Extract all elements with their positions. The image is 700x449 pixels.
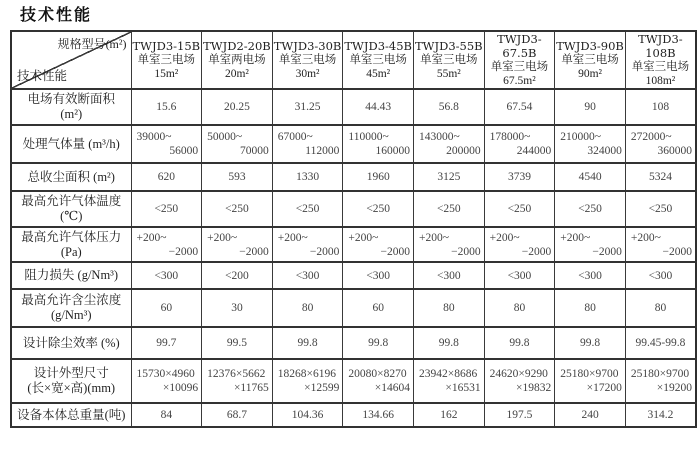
table-cell: 162 [414, 403, 485, 427]
value-line-2: ×12599 [304, 382, 340, 394]
table-cell: 99.8 [272, 327, 343, 359]
row-label [11, 125, 131, 163]
model-number: TWJD2-20B [203, 39, 271, 53]
value-line-2: −2000 [239, 245, 269, 258]
table-row [11, 125, 696, 163]
chamber-type: 单室两电场 [208, 54, 266, 66]
row-label-line: (℃) [60, 209, 83, 223]
model-number: TWJD3-15B [132, 39, 201, 53]
value-line-2: −2000 [380, 245, 410, 258]
table-row [11, 289, 696, 327]
value-line-1: +200~ [630, 231, 661, 244]
chamber-type: 单室三电场 [561, 54, 619, 66]
table-cell: <300 [555, 262, 626, 289]
value-line-1: 24620×9290 [489, 368, 548, 380]
table-row [11, 89, 696, 125]
table-cell: 80 [625, 289, 696, 327]
value-line-2: −2000 [521, 245, 552, 258]
value-line-2: ×19832 [516, 382, 552, 394]
chamber-type: 单室三电场 [349, 54, 407, 66]
table-cell: <300 [343, 262, 414, 289]
table-cell: 99.45-99.8 [625, 327, 696, 359]
table-row [11, 227, 696, 262]
table-cell: 80 [414, 289, 485, 327]
area-size: 15m² [154, 68, 179, 80]
row-label-line: 设计除尘效率 (%) [22, 335, 120, 350]
table-cell [414, 227, 485, 262]
value-line-2: −2000 [451, 245, 481, 258]
value-line-1: 272000~ [630, 131, 672, 143]
table-cell: 620 [131, 163, 202, 191]
column-header [131, 31, 202, 89]
row-label [11, 89, 131, 125]
table-cell: 80 [272, 289, 343, 327]
spec-table [10, 30, 697, 428]
model-number: TWJD3-67.5B [497, 32, 542, 60]
value-line-2: 360000 [657, 145, 692, 157]
value-line-2: −2000 [309, 245, 340, 258]
row-label [11, 163, 131, 191]
column-header [343, 31, 414, 89]
table-cell: 80 [555, 289, 626, 327]
row-label [11, 403, 131, 427]
value-line-2: −2000 [168, 245, 199, 258]
table-cell: 5324 [625, 163, 696, 191]
value-line-1: 12376×5662 [207, 368, 266, 380]
table-cell [131, 359, 202, 403]
table-cell: <250 [202, 191, 273, 227]
table-header [11, 31, 696, 89]
value-line-2: 200000 [446, 145, 481, 157]
table-cell [555, 359, 626, 403]
chamber-type: 单室三电场 [631, 61, 690, 73]
row-label-line: 最高允许气体温度 [21, 194, 122, 208]
row-label [11, 262, 131, 289]
table-cell [272, 359, 343, 403]
table-cell: 99.8 [343, 327, 414, 359]
table-cell [484, 359, 555, 403]
diagonal-corner-cell [11, 31, 131, 89]
table-cell: 593 [202, 163, 273, 191]
row-label-line: 设备本体总重量(吨) [17, 407, 126, 422]
table-cell: <250 [272, 191, 343, 227]
value-line-1: 110000~ [348, 131, 389, 143]
table-cell: <300 [414, 262, 485, 289]
area-size: 90m² [578, 68, 603, 80]
table-cell [625, 125, 696, 163]
table-cell: 240 [555, 403, 626, 427]
table-cell: 104.36 [272, 403, 343, 427]
area-size: 20m² [224, 68, 249, 80]
value-line-2: −2000 [592, 245, 622, 258]
table-cell: 90 [555, 89, 626, 125]
table-cell: <300 [484, 262, 555, 289]
table-cell: 60 [131, 289, 202, 327]
column-header [555, 31, 626, 89]
table-cell [484, 227, 555, 262]
table-cell [625, 227, 696, 262]
row-label-line: 总收尘面积 (m²) [27, 169, 115, 184]
row-label-line: (Pa) [60, 244, 82, 259]
row-label-line: 阻力损失 (g/Nm³) [24, 268, 119, 282]
value-line-1: 210000~ [560, 131, 601, 143]
table-cell [272, 125, 343, 163]
corner-bottom-left-label: 技术性能 [17, 69, 68, 83]
area-size: 45m² [366, 68, 391, 80]
table-cell: 68.7 [202, 403, 273, 427]
value-line-2: 160000 [375, 145, 410, 157]
value-line-2: ×16531 [445, 382, 481, 394]
corner-top-right-label: 规格型号(m²) [57, 37, 127, 51]
chamber-type: 单室三电场 [137, 54, 196, 66]
table-cell [555, 125, 626, 163]
chamber-type: 单室三电场 [420, 54, 478, 66]
column-header [202, 31, 273, 89]
model-number: TWJD3-108B [638, 32, 683, 60]
table-cell: <250 [343, 191, 414, 227]
table-cell: 67.54 [484, 89, 555, 125]
row-label [11, 227, 131, 262]
table-cell [414, 125, 485, 163]
table-cell: 99.8 [414, 327, 485, 359]
table-cell: <250 [625, 191, 696, 227]
table-cell: 31.25 [272, 89, 343, 125]
table-cell [202, 359, 273, 403]
table-cell [272, 227, 343, 262]
table-cell: <250 [484, 191, 555, 227]
value-line-1: +200~ [348, 231, 379, 244]
value-line-1: 23942×8686 [419, 368, 478, 380]
value-line-2: ×10096 [162, 382, 199, 394]
value-line-1: +200~ [489, 231, 520, 244]
value-line-2: ×19200 [656, 382, 692, 394]
table-cell [202, 125, 273, 163]
table-cell: <300 [625, 262, 696, 289]
page-title: 技术性能 [20, 5, 93, 24]
value-line-2: 112000 [305, 145, 340, 157]
table-cell [484, 125, 555, 163]
table-cell: <200 [202, 262, 273, 289]
area-size: 67.5m² [503, 75, 536, 87]
table-cell: 3739 [484, 163, 555, 191]
table-cell [343, 125, 414, 163]
column-header [272, 31, 343, 89]
value-line-2: ×11765 [233, 382, 269, 394]
area-size: 108m² [645, 75, 676, 87]
row-label-line: 处理气体量 (m³/h) [22, 136, 120, 151]
row-label-line: 设计外型尺寸 [33, 366, 109, 380]
value-line-2: ×14604 [374, 382, 410, 394]
row-label [11, 327, 131, 359]
table-cell: 314.2 [625, 403, 696, 427]
table-cell: <250 [414, 191, 485, 227]
value-line-1: 20080×8270 [348, 368, 407, 380]
table-cell: <300 [131, 262, 202, 289]
row-label-line: 最高允许含尘浓度 [21, 293, 122, 307]
column-header [414, 31, 485, 89]
value-line-1: 178000~ [489, 131, 531, 143]
value-line-1: 50000~ [207, 131, 243, 143]
row-label [11, 191, 131, 227]
value-line-2: ×17200 [586, 382, 622, 394]
area-size: 55m² [436, 68, 461, 80]
value-line-1: +200~ [136, 231, 167, 244]
table-cell [555, 227, 626, 262]
table-cell: 99.8 [484, 327, 555, 359]
table-cell [343, 227, 414, 262]
row-label-line: (长×宽×高)(mm) [27, 381, 116, 395]
model-number: TWJD3-45B [344, 39, 412, 53]
chamber-type: 单室三电场 [278, 54, 337, 66]
column-header [484, 31, 555, 89]
value-line-1: +200~ [560, 231, 591, 244]
row-label-line: (m²) [60, 107, 83, 121]
table-cell: 1960 [343, 163, 414, 191]
value-line-2: 56000 [169, 145, 199, 157]
table-cell: 20.25 [202, 89, 273, 125]
table-cell: 84 [131, 403, 202, 427]
row-label-line: 电场有效断面积 [27, 92, 115, 106]
table-cell: 99.7 [131, 327, 202, 359]
table-cell: 3125 [414, 163, 485, 191]
value-line-1: 39000~ [136, 131, 172, 143]
value-line-2: 324000 [587, 145, 622, 157]
table-cell: 60 [343, 289, 414, 327]
table-row [11, 262, 696, 289]
table-cell: 197.5 [484, 403, 555, 427]
table-cell [414, 359, 485, 403]
column-header [625, 31, 696, 89]
model-number: TWJD3-55B [415, 39, 483, 53]
row-label [11, 359, 131, 403]
table-row [11, 403, 696, 427]
table-cell [625, 359, 696, 403]
table-cell: 99.8 [555, 327, 626, 359]
value-line-1: +200~ [207, 231, 238, 244]
area-size: 30m² [295, 68, 320, 80]
model-number: TWJD3-90B [556, 39, 624, 53]
table-row [11, 359, 696, 403]
value-line-1: +200~ [419, 231, 449, 244]
table-cell: 99.5 [202, 327, 273, 359]
model-number: TWJD3-30B [273, 39, 342, 53]
table-cell: 15.6 [131, 89, 202, 125]
table-cell: 134.66 [343, 403, 414, 427]
value-line-1: 25180×9700 [630, 368, 690, 380]
table-row [11, 327, 696, 359]
table-cell: <250 [131, 191, 202, 227]
value-line-1: 18268×6196 [277, 368, 336, 380]
table-cell: 30 [202, 289, 273, 327]
table-cell: <300 [272, 262, 343, 289]
table-cell [131, 125, 202, 163]
table-row [11, 191, 696, 227]
value-line-2: 70000 [240, 145, 269, 157]
chamber-type: 单室三电场 [490, 61, 549, 73]
table-cell [202, 227, 273, 262]
value-line-1: 25180×9700 [560, 368, 619, 380]
value-line-2: 244000 [516, 145, 552, 157]
table-cell: 108 [625, 89, 696, 125]
row-label [11, 289, 131, 327]
table-cell: 4540 [555, 163, 626, 191]
table-cell: 80 [484, 289, 555, 327]
table-cell [343, 359, 414, 403]
value-line-1: 143000~ [419, 131, 460, 143]
value-line-1: 67000~ [277, 131, 313, 143]
table-cell: 44.43 [343, 89, 414, 125]
value-line-2: −2000 [662, 245, 692, 258]
table-cell: 56.8 [414, 89, 485, 125]
row-label-line: 最高允许气体压力 [21, 229, 122, 244]
table-cell: <250 [555, 191, 626, 227]
header-row [11, 31, 696, 89]
table-cell: 1330 [272, 163, 343, 191]
value-line-1: +200~ [277, 231, 308, 244]
table-body [11, 89, 696, 427]
value-line-1: 15730×4960 [136, 368, 195, 380]
row-label-line: (g/Nm³) [50, 308, 92, 322]
table-row [11, 163, 696, 191]
table-cell [131, 227, 202, 262]
